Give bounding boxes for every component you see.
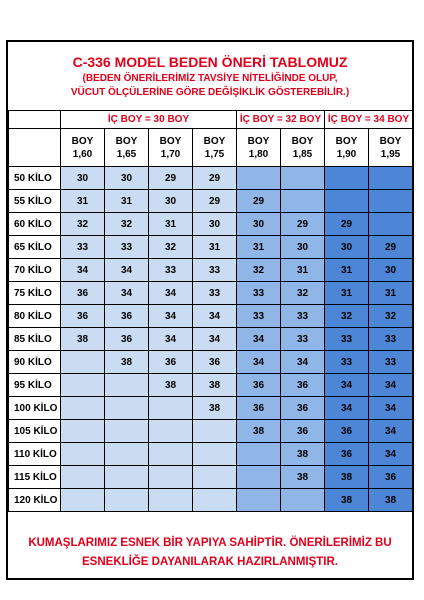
fabric-note: [8, 526, 412, 578]
size-cell: [149, 397, 193, 420]
height-value: 1,70: [160, 148, 181, 160]
size-cell: 30: [237, 213, 281, 236]
size-cell: [193, 443, 237, 466]
boy-label: BOY: [379, 135, 402, 147]
size-cell: 34: [149, 282, 193, 305]
size-cell: 33: [281, 328, 325, 351]
height-header-row: [9, 129, 413, 167]
boy-label: BOY: [335, 135, 358, 147]
size-cell: [193, 489, 237, 512]
size-cell: 33: [193, 282, 237, 305]
size-cell: [369, 167, 413, 190]
table-row: [9, 213, 413, 236]
fabric-note-line-1: KUMAŞLARIMIZ ESNEK BİR YAPIYA SAHİPTİR. ÖNERİLERİMİZ BU: [28, 537, 392, 549]
height-header-cell: [369, 129, 413, 167]
size-cell: 38: [193, 374, 237, 397]
table-row: [9, 443, 413, 466]
table-row: [9, 190, 413, 213]
table-row: [9, 351, 413, 374]
size-cell: 34: [325, 397, 369, 420]
size-cell: 29: [237, 190, 281, 213]
size-cell: 32: [105, 213, 149, 236]
size-cell: 30: [61, 167, 105, 190]
group-header-1: İÇ BOY = 30 BOY: [61, 111, 237, 129]
height-header-cell: [61, 129, 105, 167]
weight-cell: 85 KİLO: [9, 328, 61, 351]
size-cell: [193, 466, 237, 489]
weight-cell: 105 KİLO: [9, 420, 61, 443]
size-cell: [105, 489, 149, 512]
size-cell: 36: [149, 351, 193, 374]
size-cell: 34: [105, 259, 149, 282]
size-cell: 34: [237, 328, 281, 351]
size-cell: 34: [105, 282, 149, 305]
fabric-note-line-2: ESNEKLİĞE DAYANILARAK HAZIRLANMIŞTIR.: [82, 556, 338, 568]
size-cell: 34: [237, 351, 281, 374]
size-chart-sheet: [6, 40, 414, 580]
size-cell: 34: [61, 259, 105, 282]
size-cell: 33: [281, 305, 325, 328]
size-cell: 33: [193, 259, 237, 282]
size-cell: 36: [281, 420, 325, 443]
size-cell: 36: [193, 351, 237, 374]
size-cell: 36: [105, 305, 149, 328]
size-cell: 32: [149, 236, 193, 259]
size-cell: 29: [325, 213, 369, 236]
size-cell: 31: [61, 190, 105, 213]
size-cell: [369, 190, 413, 213]
size-cell: 34: [149, 328, 193, 351]
size-cell: 33: [237, 282, 281, 305]
size-cell: 29: [281, 213, 325, 236]
height-value: 1,75: [204, 148, 225, 160]
height-header-cell: [105, 129, 149, 167]
size-cell: [149, 489, 193, 512]
size-cell: [105, 466, 149, 489]
size-cell: 36: [325, 443, 369, 466]
weight-cell: 50 KİLO: [9, 167, 61, 190]
size-cell: 36: [61, 282, 105, 305]
size-cell: [237, 489, 281, 512]
size-cell: 34: [369, 374, 413, 397]
height-header-cell: [325, 129, 369, 167]
size-cell: 33: [325, 351, 369, 374]
size-cell: [325, 190, 369, 213]
weight-cell: 65 KİLO: [9, 236, 61, 259]
size-cell: 29: [193, 190, 237, 213]
table-row: [9, 489, 413, 512]
boy-label: BOY: [247, 135, 270, 147]
size-cell: 30: [325, 236, 369, 259]
size-cell: 38: [149, 374, 193, 397]
size-cell: 36: [105, 328, 149, 351]
boy-label: BOY: [71, 135, 94, 147]
size-cell: [281, 489, 325, 512]
size-cell: [61, 420, 105, 443]
size-cell: 29: [369, 236, 413, 259]
size-cell: 38: [61, 328, 105, 351]
height-value: 1,95: [380, 148, 401, 160]
size-cell: 38: [325, 489, 369, 512]
size-cell: 34: [369, 397, 413, 420]
size-cell: 33: [369, 351, 413, 374]
table-row: [9, 466, 413, 489]
size-cell: 38: [193, 397, 237, 420]
chart-subtitle-line-1: (BEDEN ÖNERİLERİMİZ TAVSİYE NİTELİĞİNDE OLUP,: [82, 73, 338, 84]
size-cell: 31: [149, 213, 193, 236]
size-cell: 36: [281, 374, 325, 397]
table-row: [9, 328, 413, 351]
table-row: [9, 420, 413, 443]
size-cell: [105, 443, 149, 466]
table-row: [9, 282, 413, 305]
size-cell: 31: [325, 259, 369, 282]
size-cell: [237, 443, 281, 466]
size-cell: 33: [325, 328, 369, 351]
size-cell: 33: [105, 236, 149, 259]
chart-header: [8, 42, 412, 110]
size-cell: [105, 374, 149, 397]
size-cell: 36: [369, 466, 413, 489]
size-cell: 31: [369, 282, 413, 305]
size-cell: 33: [61, 236, 105, 259]
size-cell: 32: [325, 305, 369, 328]
chart-subtitle-line-2: VÜCUT ÖLÇÜLERİNE GÖRE DEĞİŞİKLİK GÖSTEREBİLİR.): [70, 87, 350, 98]
corner-cell: [9, 129, 61, 167]
table-row: [9, 305, 413, 328]
height-header-cell: [281, 129, 325, 167]
height-value: 1,65: [116, 148, 137, 160]
size-cell: [237, 167, 281, 190]
table-row: [9, 236, 413, 259]
table-row: [9, 397, 413, 420]
size-cell: [61, 397, 105, 420]
size-cell: [281, 167, 325, 190]
size-cell: 38: [237, 420, 281, 443]
height-value: 1,80: [248, 148, 269, 160]
weight-cell: 70 KİLO: [9, 259, 61, 282]
size-cell: 32: [281, 282, 325, 305]
height-value: 1,60: [72, 148, 93, 160]
chart-title: C-336 MODEL BEDEN ÖNERİ TABLOMUZ: [72, 54, 348, 70]
size-cell: 38: [369, 489, 413, 512]
size-table: [8, 110, 413, 512]
size-cell: 31: [325, 282, 369, 305]
weight-cell: 120 KİLO: [9, 489, 61, 512]
size-cell: 38: [325, 466, 369, 489]
weight-cell: 100 KİLO: [9, 397, 61, 420]
table-row: [9, 167, 413, 190]
size-cell: 34: [369, 420, 413, 443]
boy-label: BOY: [203, 135, 226, 147]
size-cell: 34: [149, 305, 193, 328]
size-cell: 38: [281, 466, 325, 489]
size-cell: 34: [193, 328, 237, 351]
weight-cell: 80 KİLO: [9, 305, 61, 328]
group-header-row: [9, 111, 413, 129]
weight-cell: 110 KİLO: [9, 443, 61, 466]
size-cell: [149, 466, 193, 489]
size-cell: 31: [105, 190, 149, 213]
size-cell: 33: [149, 259, 193, 282]
size-cell: 30: [105, 167, 149, 190]
size-cell: 36: [325, 420, 369, 443]
height-header-cell: [193, 129, 237, 167]
size-cell: [105, 420, 149, 443]
size-cell: [61, 443, 105, 466]
size-cell: 30: [369, 259, 413, 282]
boy-label: BOY: [291, 135, 314, 147]
group-header-3: İÇ BOY = 34 BOY: [325, 111, 413, 129]
size-cell: 36: [281, 397, 325, 420]
size-cell: 32: [61, 213, 105, 236]
size-cell: [149, 420, 193, 443]
size-cell: 29: [149, 167, 193, 190]
boy-label: BOY: [159, 135, 182, 147]
size-cell: 30: [281, 236, 325, 259]
size-cell: 30: [149, 190, 193, 213]
size-cell: 34: [193, 305, 237, 328]
boy-label: BOY: [115, 135, 138, 147]
size-cell: [193, 420, 237, 443]
size-cell: [61, 374, 105, 397]
table-row: [9, 374, 413, 397]
size-cell: 31: [237, 236, 281, 259]
size-cell: [61, 489, 105, 512]
size-cell: [61, 466, 105, 489]
size-cell: 36: [61, 305, 105, 328]
group-header-2: İÇ BOY = 32 BOY: [237, 111, 325, 129]
size-cell: 33: [369, 328, 413, 351]
corner-cell: [9, 111, 61, 129]
weight-cell: 90 KİLO: [9, 351, 61, 374]
size-cell: 34: [281, 351, 325, 374]
size-cell: 29: [193, 167, 237, 190]
height-header-cell: [237, 129, 281, 167]
size-cell: [237, 466, 281, 489]
size-cell: 38: [281, 443, 325, 466]
table-row: [9, 259, 413, 282]
size-cell: 38: [105, 351, 149, 374]
weight-cell: 55 KİLO: [9, 190, 61, 213]
size-cell: [369, 213, 413, 236]
size-cell: 34: [369, 443, 413, 466]
weight-cell: 115 KİLO: [9, 466, 61, 489]
size-cell: [149, 443, 193, 466]
weight-cell: 75 KİLO: [9, 282, 61, 305]
size-cell: 31: [281, 259, 325, 282]
size-cell: 30: [193, 213, 237, 236]
size-cell: 33: [237, 305, 281, 328]
height-value: 1,90: [336, 148, 357, 160]
size-cell: 36: [237, 397, 281, 420]
weight-cell: 60 KİLO: [9, 213, 61, 236]
weight-cell: 95 KİLO: [9, 374, 61, 397]
size-cell: [281, 190, 325, 213]
size-cell: [325, 167, 369, 190]
height-value: 1,85: [292, 148, 313, 160]
size-cell: 34: [325, 374, 369, 397]
size-cell: 32: [237, 259, 281, 282]
size-cell: 31: [193, 236, 237, 259]
size-cell: [61, 351, 105, 374]
size-cell: 32: [369, 305, 413, 328]
size-cell: 36: [237, 374, 281, 397]
size-cell: [105, 397, 149, 420]
height-header-cell: [149, 129, 193, 167]
